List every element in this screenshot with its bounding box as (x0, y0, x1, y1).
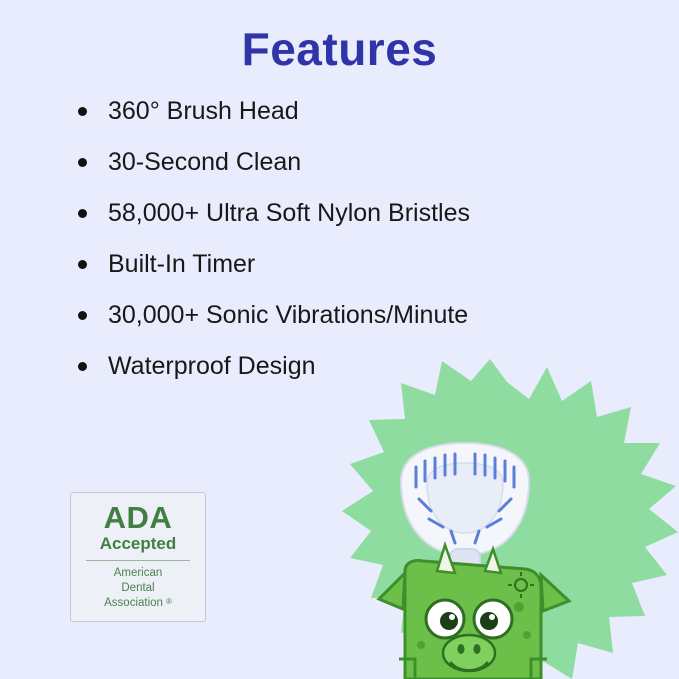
ada-badge-title: ADA (103, 500, 173, 535)
feature-label: 30-Second Clean (108, 148, 302, 176)
product-illustration (279, 359, 679, 679)
ada-badge-org-line2: Dental (121, 582, 155, 595)
ada-badge-org-line1: American (113, 567, 163, 579)
feature-label: Waterproof Design (108, 352, 316, 380)
list-item (70, 96, 630, 126)
bullet-icon (78, 362, 87, 371)
ada-badge-accepted: Accepted (99, 534, 177, 553)
list-item (70, 300, 630, 330)
bullet-icon (78, 209, 87, 218)
feature-label: 360° Brush Head (108, 97, 299, 125)
bullet-icon (78, 260, 87, 269)
bullet-icon (78, 311, 87, 320)
ada-badge-org-line3 (71, 596, 205, 611)
page-title: Features (241, 23, 438, 75)
feature-label: 30,000+ Sonic Vibrations/Minute (108, 301, 469, 329)
registered-trademark-icon: ® (165, 597, 172, 607)
list-item (70, 249, 630, 279)
feature-label: 58,000+ Ultra Soft Nylon Bristles (108, 199, 470, 227)
ada-badge-org-line3-text: Association (104, 597, 163, 610)
bullet-icon (78, 158, 87, 167)
feature-list (70, 96, 630, 402)
divider (86, 560, 190, 561)
burst-shape (342, 359, 678, 679)
list-item (70, 351, 630, 381)
dinosaur-handle (379, 545, 569, 679)
bullet-icon (78, 107, 87, 116)
ada-accepted-badge (70, 492, 206, 622)
feature-label: Built-In Timer (108, 250, 256, 278)
bristles-icon (416, 454, 514, 543)
list-item (70, 198, 630, 228)
list-item (70, 147, 630, 177)
toothbrush-head (401, 443, 529, 573)
